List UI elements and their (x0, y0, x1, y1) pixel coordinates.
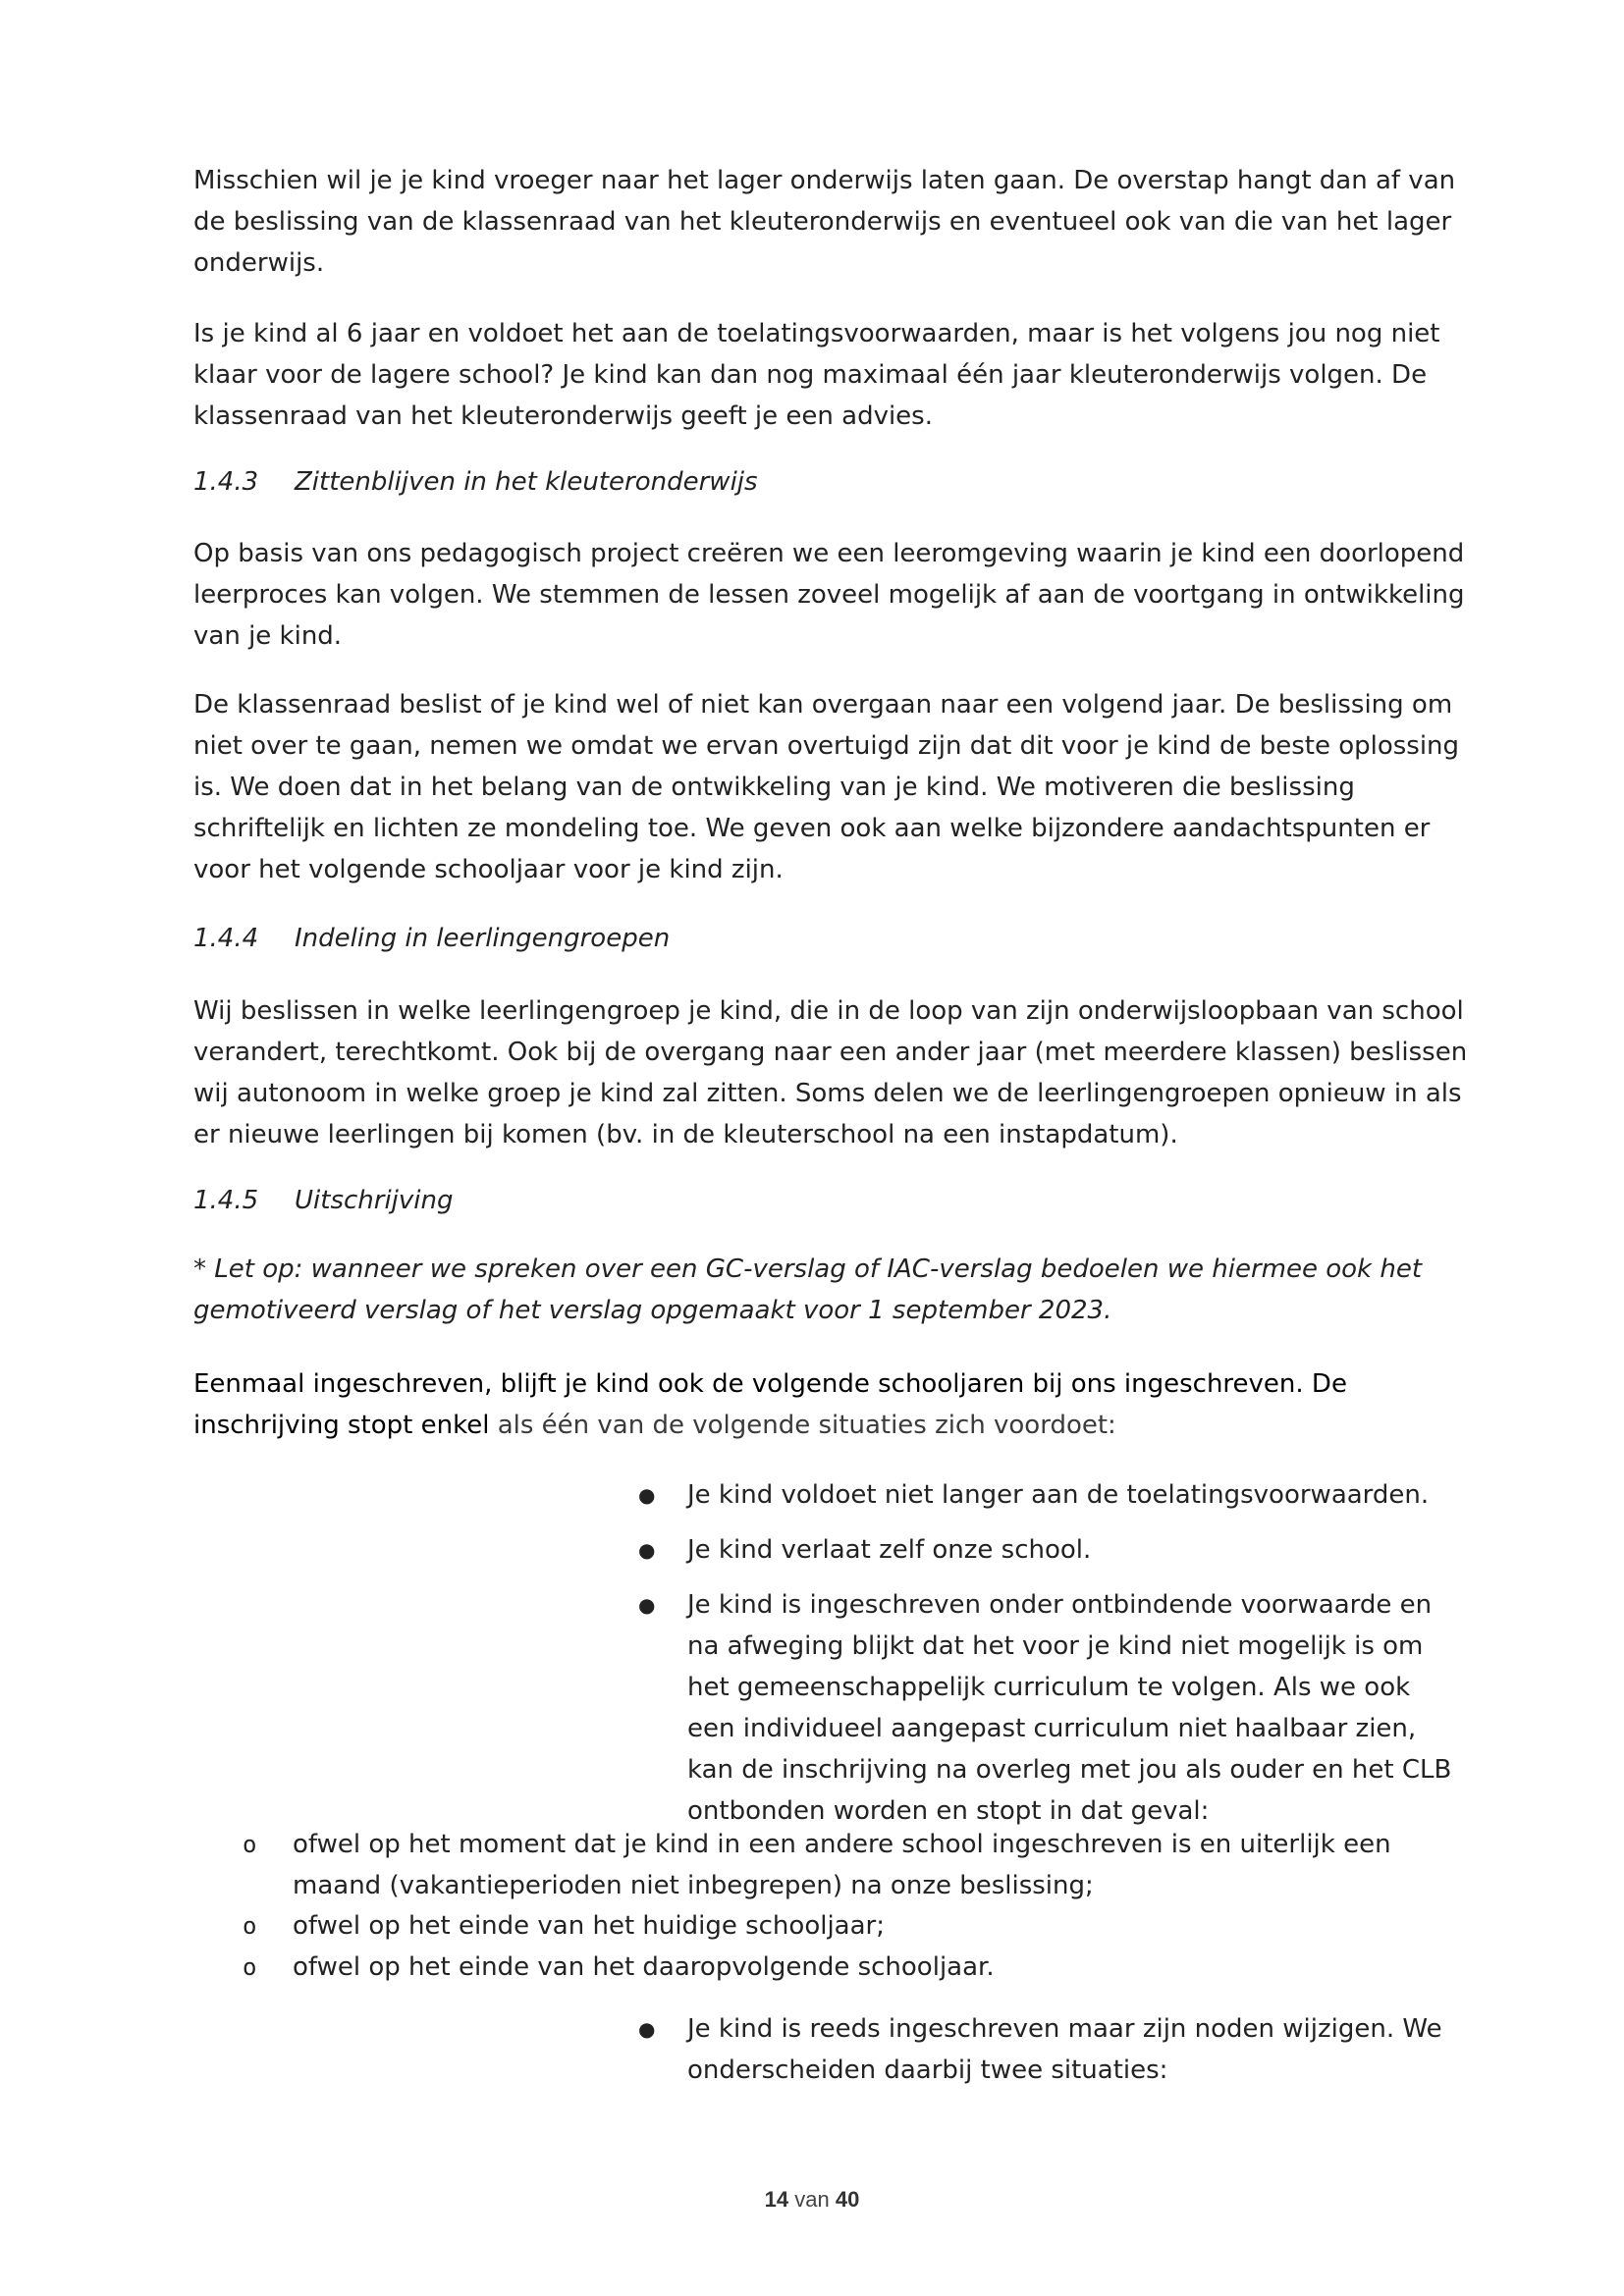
paragraph-extra-kindergarten-year: Is je kind al 6 jaar en voldoet het aan de toelatingsvoorwaarden, maar is het volgens jou nog niet klaar voor de lagere school? Je kind kan dan nog maximaal één jaar kleuteronderwijs volgen. De klassenraad van het kleuteronderwijs geeft je een advies. (193, 319, 1440, 431)
section-title: Zittenblijven in het kleuteronderwijs (295, 467, 758, 497)
bullet-icon: ● (638, 1593, 656, 1617)
bullet-icon: ● (638, 1538, 656, 1562)
section-title: Indeling in leerlingengroepen (295, 924, 671, 953)
circle-bullet-icon: o (243, 1953, 257, 1981)
intro-text: Eenmaal ingeschreven, blijft je kind ook de volgende schooljaren bij ons ingeschreven. De inschrijving stopt enkel (193, 1369, 1347, 1440)
section-number: 1.4.3 (193, 467, 259, 497)
section-number: 1.4.4 (193, 924, 259, 953)
section-heading-1-4-4 (193, 918, 1470, 959)
section-number: 1.4.5 (193, 1186, 259, 1215)
intro-text-continued: als één van de volgende situaties zich voordoet: (497, 1411, 1116, 1440)
list-item-text: Je kind voldoet niet langer aan de toelatingsvoorwaarden. (687, 1480, 1430, 1510)
sub-list-item-text: ofwel op het einde van het huidige schooljaar; (293, 1911, 885, 1941)
circle-bullet-icon: o (243, 1912, 257, 1940)
paragraph-class-council: De klassenraad beslist of je kind wel of niet kan overgaan naar een volgend jaar. De beslissing om niet over te gaan, nemen we omdat we ervan overtuigd zijn dat dit voor je kind de beste oplossing is. We doen dat in het belang van de ontwikkeling van je kind. We motiveren die beslissing schriftelijk en lichten ze mondeling toe. We geven ook aan welke bijzondere aandachtspunten er voor het volgende schooljaar voor je kind zijn. (193, 690, 1460, 884)
sub-list-item-text: ofwel op het moment dat je kind in een andere school ingeschreven is en uiterlijk een maand (vakantieperioden niet inbegrepen) na onze beslissing; (293, 1830, 1391, 1900)
list-item-text: Je kind verlaat zelf onze school. (687, 1535, 1092, 1565)
section-heading-1-4-3 (193, 461, 1470, 503)
page-separator: van (794, 2187, 830, 2212)
page-footer (0, 2179, 1624, 2220)
bullet-icon: ● (638, 2017, 656, 2041)
bullet-icon: ● (638, 1483, 656, 1507)
list-item-text: Je kind is ingeschreven onder ontbindende voorwaarde en na afweging blijkt dat het voor je kind niet mogelijk is om het gemeenschappelijk curriculum te volgen. Als we ook een individueel aangepast curriculum niet haalbaar zien, kan de inschrijving na overleg met jou als ouder en het CLB ontbonden worden en stopt in dat geval: (687, 1590, 1452, 1826)
page-number: 14 (764, 2187, 789, 2212)
note-gc-iac-report: * Let op: wanneer we spreken over een GC-verslag of IAC-verslag bedoelen we hiermee ook het gemotiveerd verslag of het verslag opgemaakt voor 1 september 2023. (193, 1255, 1423, 1325)
section-heading-1-4-5 (193, 1180, 1470, 1221)
circle-bullet-icon: o (243, 1831, 257, 1858)
section-title: Uitschrijving (295, 1186, 454, 1215)
paragraph-deregistration-intro (193, 1363, 1470, 1446)
paragraph-pedagogical-project: Op basis van ons pedagogisch project creëren we een leeromgeving waarin je kind een doorlopend leerproces kan volgen. We stemmen de lessen zoveel mogelijk af aan de voortgang in ontwikkeling van je kind. (193, 539, 1465, 651)
paragraph-early-transition: Misschien wil je je kind vroeger naar het lager onderwijs laten gaan. De overstap hangt dan af van de beslissing van de klassenraad van het kleuteronderwijs en eventueel ook van die van het lager onderwijs. (193, 166, 1456, 278)
paragraph-student-groups: Wij beslissen in welke leerlingengroep je kind, die in de loop van zijn onderwijsloopbaan van school verandert, terechtkomt. Ook bij de overgang naar een ander jaar (met meerdere klassen) beslissen wij autonoom in welke groep je kind zal zitten. Soms delen we de leerlingengroepen opnieuw in als er nieuwe leerlingen bij komen (bv. in de kleuterschool na een instapdatum). (193, 996, 1468, 1149)
sub-list-item-text: ofwel op het einde van het daaropvolgende schooljaar. (293, 1952, 995, 1982)
list-item-text: Je kind is reeds ingeschreven maar zijn noden wijzigen. We onderscheiden daarbij twee situaties: (687, 2014, 1442, 2085)
page-total: 40 (835, 2187, 860, 2212)
